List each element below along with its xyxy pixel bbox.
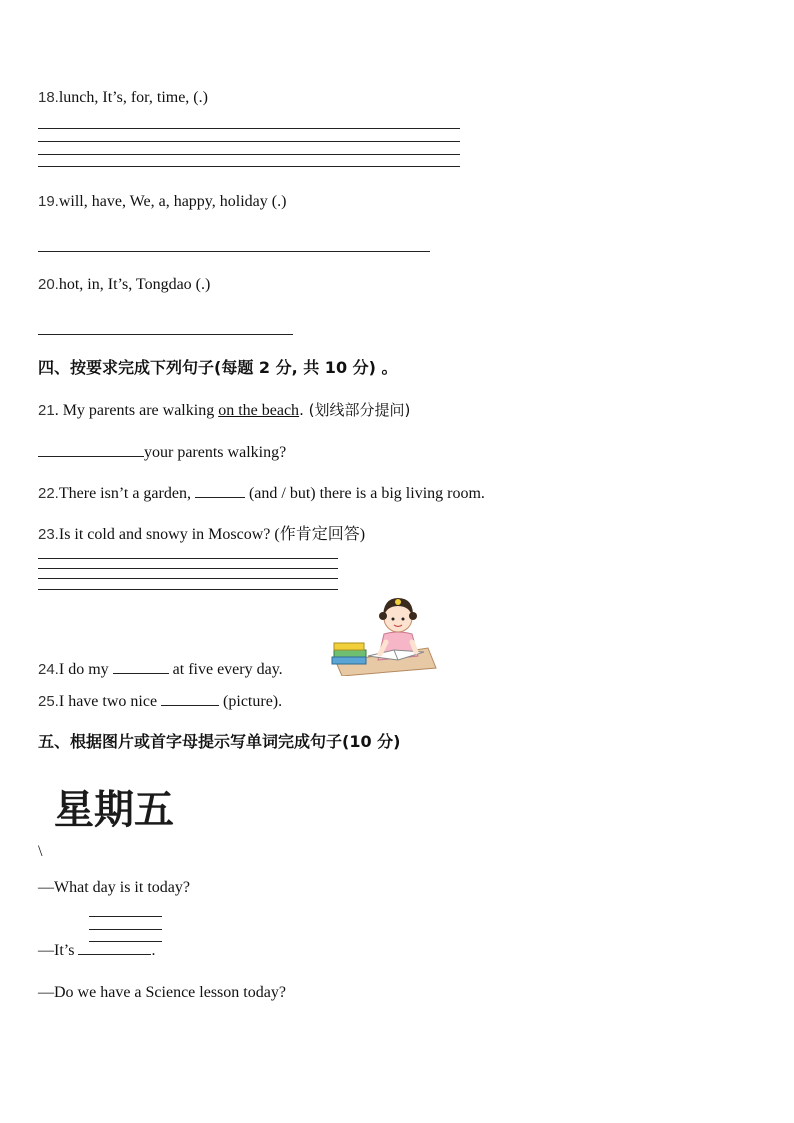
question-text: hot, in, It’s, Tongdao (.) [58,276,211,293]
answer-line[interactable] [89,929,162,930]
answer-line[interactable] [38,558,338,559]
question-20 [38,275,210,295]
question-24 [38,659,283,680]
answer-line[interactable] [38,251,430,252]
girl-studying-illustration [328,594,438,676]
question-number: 25. [38,693,59,710]
question-text: lunch, It’s, for, time, (.) [58,89,208,106]
answer-line[interactable] [38,166,460,167]
answer-line[interactable] [38,128,460,129]
dialogue-line-1: —What day is it today? [38,879,190,896]
answer-blank[interactable] [78,940,151,955]
picture-prompt: 星期五 [54,787,174,833]
answer-blank[interactable] [113,659,169,674]
backslash-mark: \ [38,843,43,860]
answer-line[interactable] [89,916,162,917]
question-22 [38,483,485,504]
question-text-post: . (划线部分提问) [299,401,411,419]
question-21 [38,400,410,421]
answer-line[interactable] [38,141,460,142]
question-number: 23. [38,526,59,543]
answer-line[interactable] [38,154,460,155]
question-25 [38,691,282,712]
answer-line[interactable] [38,589,338,590]
answer-blank[interactable] [38,442,144,457]
question-18 [38,88,208,108]
answer-line[interactable] [38,334,293,335]
question-number: 20. [38,276,59,293]
question-text-post: at five every day. [168,661,283,678]
question-text-pre: I have two nice [58,693,162,710]
question-number: 22. [38,485,59,502]
question-number: 21 [38,402,55,419]
question-text-post: (picture). [219,693,283,710]
dialogue-text-pre: —It’s [38,942,79,959]
answer-line[interactable] [38,578,338,579]
question-number: 19. [38,193,59,210]
dialogue-line-2 [38,940,155,961]
answer-blank[interactable] [195,483,245,498]
question-23 [38,525,365,545]
answer-blank[interactable] [161,691,219,706]
section-5-title: 五、根据图片或首字母提示写单词完成句子(10 分) [38,732,401,751]
dialogue-line-3: —Do we have a Science lesson today? [38,984,286,1001]
question-text-post: (and / but) there is a big living room. [244,485,485,502]
dialogue-text-post: . [151,942,156,959]
question-text-pre: There isn’t a garden, [58,485,195,502]
answer-line[interactable] [38,568,338,569]
question-number: 18. [38,89,59,106]
question-number: 24. [38,661,59,678]
question-text-pre: . My parents are walking [54,402,219,419]
underlined-phrase: on the beach [218,402,300,419]
question-21-answer [38,442,286,463]
question-text: will, have, We, a, happy, holiday (.) [58,193,287,210]
section-4-title: 四、按要求完成下列句子(每题 2 分, 共 10 分) 。 [38,358,398,377]
question-text: Is it cold and snowy in Moscow? (作肯定回答) [58,526,366,543]
answer-text: your parents walking? [144,444,287,461]
question-19 [38,192,286,212]
question-text-pre: I do my [58,661,113,678]
